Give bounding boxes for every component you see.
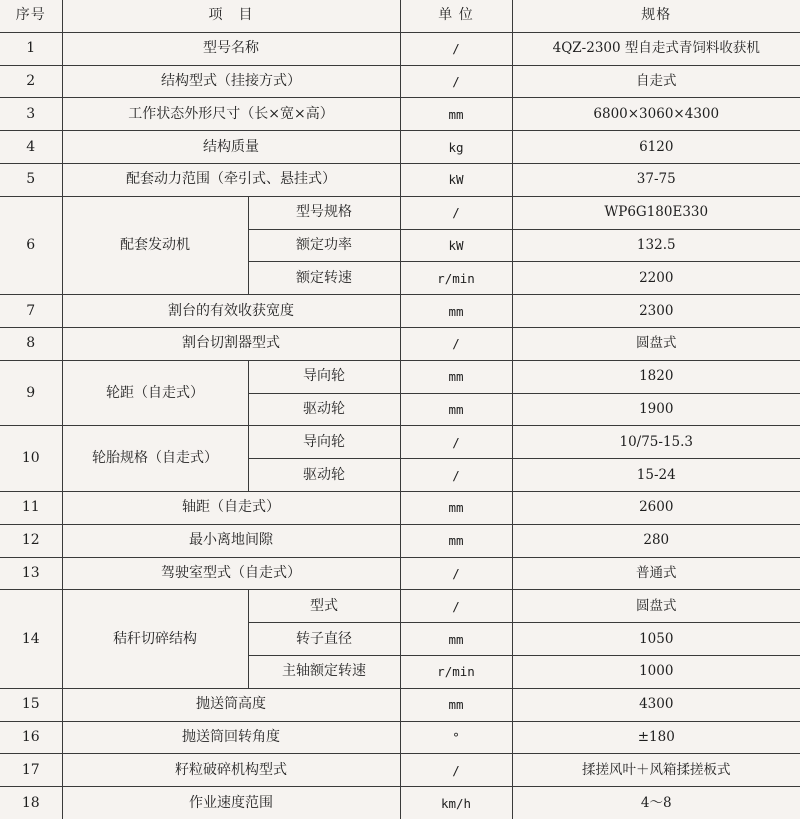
- row-spec: 普通式: [512, 557, 800, 590]
- row-unit: mm: [400, 688, 512, 721]
- row-item: 轮胎规格（自走式）: [62, 426, 248, 492]
- row-unit: kW: [400, 229, 512, 262]
- row-unit: /: [400, 754, 512, 787]
- row-spec: 6800×3060×4300: [512, 98, 800, 131]
- row-unit: r/min: [400, 262, 512, 295]
- row-number: 10: [0, 426, 62, 492]
- row-unit: /: [400, 459, 512, 492]
- sub-item: 驱动轮: [248, 459, 400, 492]
- row-spec: 37-75: [512, 163, 800, 196]
- table-row: [0, 131, 800, 164]
- row-spec: ±180: [512, 721, 800, 754]
- sub-item: 主轴额定转速: [248, 655, 400, 688]
- row-number: 13: [0, 557, 62, 590]
- row-unit: mm: [400, 623, 512, 656]
- row-item: 驾驶室型式（自走式）: [62, 557, 400, 590]
- row-unit: /: [400, 426, 512, 459]
- row-item: 配套发动机: [62, 196, 248, 294]
- row-item: 型号名称: [62, 32, 400, 65]
- row-unit: /: [400, 557, 512, 590]
- row-item: 配套动力范围（牵引式、悬挂式）: [62, 163, 400, 196]
- table-row: [0, 360, 800, 393]
- row-spec: 10/75-15.3: [512, 426, 800, 459]
- row-number: 16: [0, 721, 62, 754]
- sub-item: 驱动轮: [248, 393, 400, 426]
- row-number: 17: [0, 754, 62, 787]
- row-spec: 280: [512, 524, 800, 557]
- row-unit: /: [400, 327, 512, 360]
- row-number: 15: [0, 688, 62, 721]
- row-unit: mm: [400, 360, 512, 393]
- row-number: 4: [0, 131, 62, 164]
- row-unit: kW: [400, 163, 512, 196]
- row-unit: kg: [400, 131, 512, 164]
- row-spec: 4QZ-2300 型自走式青饲料收获机: [512, 32, 800, 65]
- row-item: 作业速度范围: [62, 787, 400, 819]
- table-row: [0, 557, 800, 590]
- row-item: 割台切割器型式: [62, 327, 400, 360]
- row-unit: mm: [400, 295, 512, 328]
- header-unit: 单 位: [400, 0, 512, 32]
- row-spec: 圆盘式: [512, 327, 800, 360]
- table-row: [0, 491, 800, 524]
- table-row: [0, 524, 800, 557]
- row-spec: 1000: [512, 655, 800, 688]
- table-row: [0, 98, 800, 131]
- row-unit: /: [400, 196, 512, 229]
- row-spec: 2300: [512, 295, 800, 328]
- row-number: 5: [0, 163, 62, 196]
- header-item: 项 目: [62, 0, 400, 32]
- table-row: [0, 688, 800, 721]
- row-item: 抛送筒回转角度: [62, 721, 400, 754]
- row-item: 结构质量: [62, 131, 400, 164]
- sub-item: 额定转速: [248, 262, 400, 295]
- header-row: [0, 0, 800, 32]
- table-row: [0, 754, 800, 787]
- row-item: 最小离地间隙: [62, 524, 400, 557]
- row-number: 1: [0, 32, 62, 65]
- row-spec: 132.5: [512, 229, 800, 262]
- row-unit: /: [400, 590, 512, 623]
- row-spec: 4300: [512, 688, 800, 721]
- row-unit: /: [400, 65, 512, 98]
- row-item: 结构型式（挂接方式）: [62, 65, 400, 98]
- row-spec: 揉搓风叶＋风箱揉搓板式: [512, 754, 800, 787]
- table-row: [0, 196, 800, 229]
- row-number: 14: [0, 590, 62, 688]
- row-item: 轮距（自走式）: [62, 360, 248, 426]
- sub-item: 导向轮: [248, 426, 400, 459]
- row-number: 8: [0, 327, 62, 360]
- sub-item: 型式: [248, 590, 400, 623]
- table-row: [0, 295, 800, 328]
- table-row: [0, 590, 800, 623]
- sub-item: 型号规格: [248, 196, 400, 229]
- row-item: 抛送筒高度: [62, 688, 400, 721]
- table-row: [0, 721, 800, 754]
- table-row: [0, 426, 800, 459]
- row-item: 轴距（自走式）: [62, 491, 400, 524]
- table-row: [0, 65, 800, 98]
- row-spec: 圆盘式: [512, 590, 800, 623]
- row-unit: mm: [400, 491, 512, 524]
- row-number: 3: [0, 98, 62, 131]
- row-unit: mm: [400, 393, 512, 426]
- table-row: [0, 327, 800, 360]
- row-unit: °: [400, 721, 512, 754]
- row-unit: mm: [400, 98, 512, 131]
- row-spec: 6120: [512, 131, 800, 164]
- table-row: [0, 163, 800, 196]
- row-number: 7: [0, 295, 62, 328]
- row-spec: 4～8: [512, 787, 800, 819]
- row-item: 割台的有效收获宽度: [62, 295, 400, 328]
- row-number: 6: [0, 196, 62, 294]
- row-spec: 自走式: [512, 65, 800, 98]
- row-item: 籽粒破碎机构型式: [62, 754, 400, 787]
- row-spec: 15-24: [512, 459, 800, 492]
- sub-item: 转子直径: [248, 623, 400, 656]
- table-row: [0, 787, 800, 819]
- sub-item: 额定功率: [248, 229, 400, 262]
- row-number: 2: [0, 65, 62, 98]
- row-item: 工作状态外形尺寸（长×宽×高）: [62, 98, 400, 131]
- row-spec: 1900: [512, 393, 800, 426]
- row-spec: 1820: [512, 360, 800, 393]
- row-item: 秸秆切碎结构: [62, 590, 248, 688]
- row-number: 12: [0, 524, 62, 557]
- header-no: 序号: [0, 0, 62, 32]
- row-unit: /: [400, 32, 512, 65]
- row-unit: r/min: [400, 655, 512, 688]
- row-spec: 1050: [512, 623, 800, 656]
- row-spec: WP6G180E330: [512, 196, 800, 229]
- sub-item: 导向轮: [248, 360, 400, 393]
- row-number: 11: [0, 491, 62, 524]
- header-spec: 规格: [512, 0, 800, 32]
- row-unit: mm: [400, 524, 512, 557]
- row-spec: 2600: [512, 491, 800, 524]
- table-row: [0, 32, 800, 65]
- row-spec: 2200: [512, 262, 800, 295]
- row-unit: km/h: [400, 787, 512, 819]
- row-number: 18: [0, 787, 62, 819]
- row-number: 9: [0, 360, 62, 426]
